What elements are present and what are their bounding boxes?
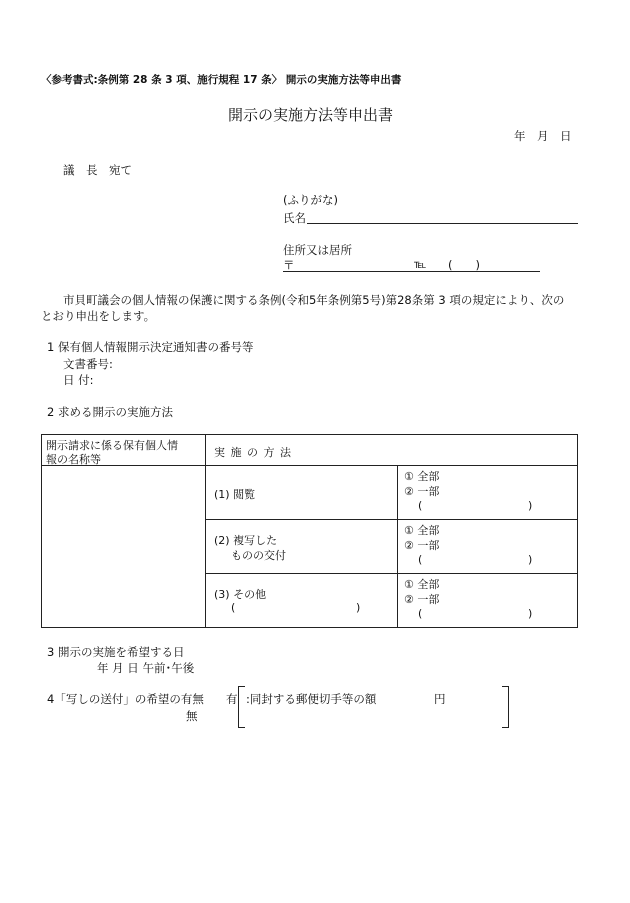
send-copy-yes[interactable]: 有 [226, 692, 238, 706]
intro-line-1: 市貝町議会の個人情報の保護に関する条例(令和5年条例第5号)第28条第 3 項の規定により、次の [63, 293, 565, 307]
intro-line-2: とおり申出をします。 [41, 309, 156, 323]
method-header: 実 施 の 方 法 [206, 435, 578, 466]
method-cell-3[interactable]: (3) その他 ( ) [206, 574, 398, 628]
date-label: 年 月 日 [514, 129, 572, 143]
addressee: 議 長 宛て [63, 163, 132, 177]
option-cell-2[interactable]: ① 全部 ② 一部 ( ) [398, 520, 578, 574]
option-part[interactable]: ② 一部 [404, 593, 440, 606]
postal-mark: 〒 [283, 258, 295, 272]
option-cell-1[interactable]: ① 全部 ② 一部 ( ) [398, 466, 578, 520]
desired-date-line: 年 月 日 午前･午後 [97, 661, 195, 675]
name-field-line[interactable] [307, 223, 578, 224]
furigana-label: (ふりがな) [283, 193, 338, 207]
section3-heading: 3 開示の実施を希望する日 [47, 645, 185, 659]
method-cell-2: (2) 複写した ものの交付 [206, 520, 398, 574]
section2-heading: 2 求める開示の実施方法 [47, 405, 173, 419]
send-copy-no[interactable]: 無 [186, 709, 198, 723]
option-all[interactable]: ① 全部 [404, 470, 440, 483]
reference-header: 〈参考書式:条例第 28 条 3 項、施行規程 17 条〉 開示の実施方法等申出書 [41, 74, 402, 86]
method-view: (1) 閲覧 [214, 488, 256, 501]
option-all[interactable]: ① 全部 [404, 578, 440, 591]
option-part[interactable]: ② 一部 [404, 539, 440, 552]
method-cell-1 [206, 466, 398, 520]
method-other: (3) その他 [214, 588, 267, 601]
bracket-left [238, 686, 245, 728]
section4-heading: 4「写しの送付」の希望の有無 [47, 692, 204, 706]
disclosure-method-table [41, 434, 578, 628]
page-title: 開示の実施方法等申出書 [228, 106, 394, 124]
method-copy: (2) 複写した [214, 534, 278, 547]
option-all[interactable]: ① 全部 [404, 524, 440, 537]
info-name-header: 開示請求に係る保有個人情 報の名称等 [42, 435, 206, 466]
address-label: 住所又は居所 [283, 243, 352, 257]
postage-label: :同封する郵便切手等の額 [246, 692, 377, 706]
notice-date-label: 日 付: [63, 373, 94, 387]
doc-number-label: 文書番号: [63, 357, 113, 371]
tel-parens: ( ) [448, 258, 480, 272]
info-name-cell[interactable] [42, 466, 206, 628]
name-label: 氏名 [283, 211, 306, 225]
bracket-right [502, 686, 509, 728]
yen-label: 円 [434, 692, 446, 706]
option-cell-3[interactable]: ① 全部 ② 一部 ( ) [398, 574, 578, 628]
section1-heading: 1 保有個人情報開示決定通知書の番号等 [47, 340, 254, 354]
option-part[interactable]: ② 一部 [404, 485, 440, 498]
tel-mark: ℡ [414, 257, 427, 271]
address-field-line[interactable] [283, 271, 540, 272]
